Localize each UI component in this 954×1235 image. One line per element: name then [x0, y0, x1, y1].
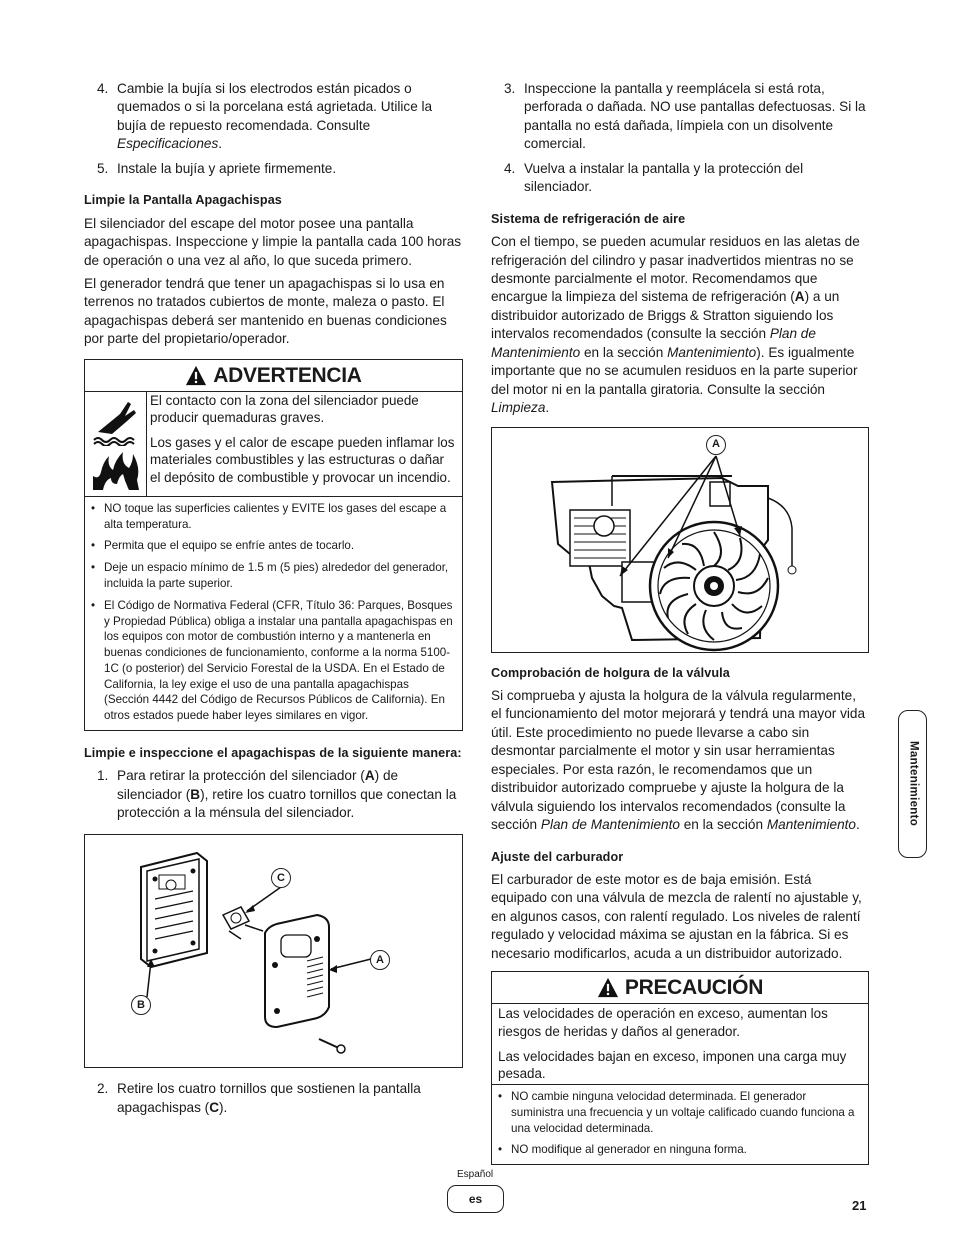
footer-language-code: es [447, 1185, 504, 1213]
engine-figure [491, 427, 869, 653]
warning-title: ADVERTENCIA [85, 360, 462, 392]
paragraph: El carburador de este motor es de baja emisión. Está equipado con una válvula de mezcla de ralentí no ajustable y, en algunos casos, con ralentí regulado. Los niveles de ralentí regulado y velocidad máxima se ajustan en la fábrica. Si es necesario modificarlos, acuda a un distribuidor autorizado. [491, 872, 862, 961]
figure-label-a: A [706, 435, 726, 455]
paragraph: Con el tiempo, se pueden acumular residuos en las aletas de refrigeración del cilindro y pasar inadvertidos mientras no se desmonte parcialmente el motor. Recomendamos que encargue la limpieza del sistema de refrigeración (A) a un distribuidor autorizado de Briggs & Stratton siguiendo los intervalos recomendados (consulte la sección Plan de Mantenimiento en la sección Mantenimiento). Es igualmente importante que no se acumulen residuos en la parte superior del motor ni en la pantalla giratoria. Consulte la sección Limpieza. [491, 234, 860, 416]
warning-bullets [85, 497, 462, 730]
list-item: 4. Cambie la bujía si los electrodos están picados o quemados o si la porcelana está agrietada. Utilice la bujía de repuesto recomendada. Consulte Especificaciones. [97, 81, 433, 152]
list-item: 4. Vuelva a instalar la pantalla y la protección del silenciador. [504, 160, 804, 195]
left-column [84, 80, 463, 1123]
caution-box: PRECAUCIÓN Las velocidades de operación en exceso, aumentan los riesgos de heridas y daños al generador. Las velocidades bajan en exceso, imponen una carga muy pesada. • NO cambie ninguna velocidad determinada. El generador suministra una frecuencia y un voltaje calificado cuando funciona a una velocidad determinada. • NO modifique al generador en ninguna forma. [491, 971, 869, 1165]
figure-label-b: B [131, 995, 151, 1015]
fire-icon [89, 446, 143, 492]
caution-title: PRECAUCIÓN [492, 972, 868, 1004]
paragraph: El generador tendrá que tener un apagachispas si lo usa en terrenos no tratados cubiertos de monte, maleza o pasto. El apagachispas deberá ser mantenido en buenas condiciones por parte del propietario/operador. [84, 276, 447, 347]
section-side-tab: Mantenimiento [898, 710, 927, 858]
section-heading-carburetor: Ajuste del carburador [491, 849, 624, 864]
right-column [491, 80, 869, 1173]
caution-bullets [492, 1085, 868, 1164]
section-heading-valve: Comprobación de holgura de la válvula [491, 665, 730, 680]
list-item: • El Código de Normativa Federal (CFR, Título 36: Parques, Bosques y Propiedad Pública) obliga a instalar una pantalla apagachispas en los equipos con motor de combustión interno y a mantenerla en buenas condiciones de funcionamiento, conforme a la norma 5100-1C (o posterior) del Servicio Forestal de la USDA. En el Estado de California, la ley exige el uso de una pantalla apagachispas (Sección 4442 del Código de Recursos Públicos de California). En otros estados puede haber leyes similares en vigor. [91, 598, 453, 723]
section-heading-air-cooling: Sistema de refrigeración de aire [491, 211, 686, 226]
warning-box: ADVERTENCIA El contacto con la zona del silenciador puede producir quemaduras graves. Los gases y el calor de escape pueden inflamar los materiales combustibles y las estructuras o dañar el depósito de combustible y provocar un incendio. • NO toque las superficies calientes y EVITE los gases del escape a alta temperatura. • Permita que el equipo se enfríe antes de tocarlo. • Deje un espacio mínimo de 1.5 m (5 pies) alrededor del generador, incluida la parte superior. • El Código de Normativa Federal (CFR, Título 36: Parques, Bosques y Propiedad Pública) obliga a instalar una pantalla apagachispas en los equipos con motor de combustión interno y a mantenerla en buenas condiciones de funcionamiento, conforme a la norma 5100-1C (o posterior) del Servicio Forestal de la USDA. En el Estado de California, la ley exige el uso de una pantalla apagachispas (Sección 4442 del Código de Recursos Públicos de California). En otros estados puede haber leyes similares en vigor. [84, 359, 463, 731]
list-item: • Permita que el equipo se enfríe antes de tocarlo. [91, 539, 355, 553]
warning-triangle-icon [597, 977, 619, 999]
section-heading-inspect: Limpie e inspeccione el apagachispas de la siguiente manera: [84, 745, 462, 760]
footer-language: Español [457, 1169, 494, 1180]
hot-surface-icon [90, 396, 142, 446]
list-item: 3. Inspeccione la pantalla y reemplácela si está rota, perforada o dañada. NO use pantallas defectuosas. Si la pantalla no está dañada, límpiela con un disolvente comercial. [504, 81, 866, 152]
list-item: • NO modifique al generador en ninguna forma. [498, 1143, 747, 1157]
paragraph: Si comprueba y ajusta la holgura de la válvula regularmente, el funcionamiento del motor mejorará y tendrá una mayor vida útil. Este procedimiento no puede llevarse a cabo sin desmontar parcialmente el motor y sin usar herramientas especiales. Por esta razón, le recomendamos que un distribuidor autorizado compruebe y ajuste la holgura de la válvula siguiendo los intervalos recomendados (consulte la sección Plan de Mantenimiento en la sección Mantenimiento. [491, 688, 866, 833]
engine-diagram [492, 428, 868, 652]
page-number: 21 [852, 1198, 867, 1213]
figure-label-c: C [271, 868, 291, 888]
list-item: 2. Retire los cuatro tornillos que sostienen la pantalla apagachispas (C). [97, 1081, 421, 1115]
list-item: • Deje un espacio mínimo de 1.5 m (5 pies) alrededor del generador, incluida la parte superior. [91, 561, 449, 590]
section-heading-spark-screen: Limpie la Pantalla Apagachispas [84, 193, 282, 208]
muffler-figure [84, 834, 463, 1068]
list-item: • NO toque las superficies calientes y EVITE los gases del escape a alta temperatura. [91, 501, 447, 531]
warning-triangle-icon [185, 365, 207, 387]
figure-label-a: A [370, 950, 390, 970]
paragraph: El silenciador del escape del motor posee una pantalla apagachispas. Inspeccione y limpie la pantalla cada 100 horas de operación o una vez al año, lo que suceda primero. [84, 215, 462, 268]
list-item: 1. Para retirar la protección del silenciador (A) de silenciador (B), retire los cuatro tornillos que conectan la protección a la ménsula del silenciador. [97, 768, 457, 820]
list-item: 5. Instale la bujía y apriete firmemente. [97, 160, 337, 176]
list-item: • NO cambie ninguna velocidad determinada. El generador suministra una frecuencia y un voltaje calificado cuando funciona a una velocidad determinada. [498, 1090, 855, 1135]
specs-reference: Especificaciones [117, 136, 219, 152]
